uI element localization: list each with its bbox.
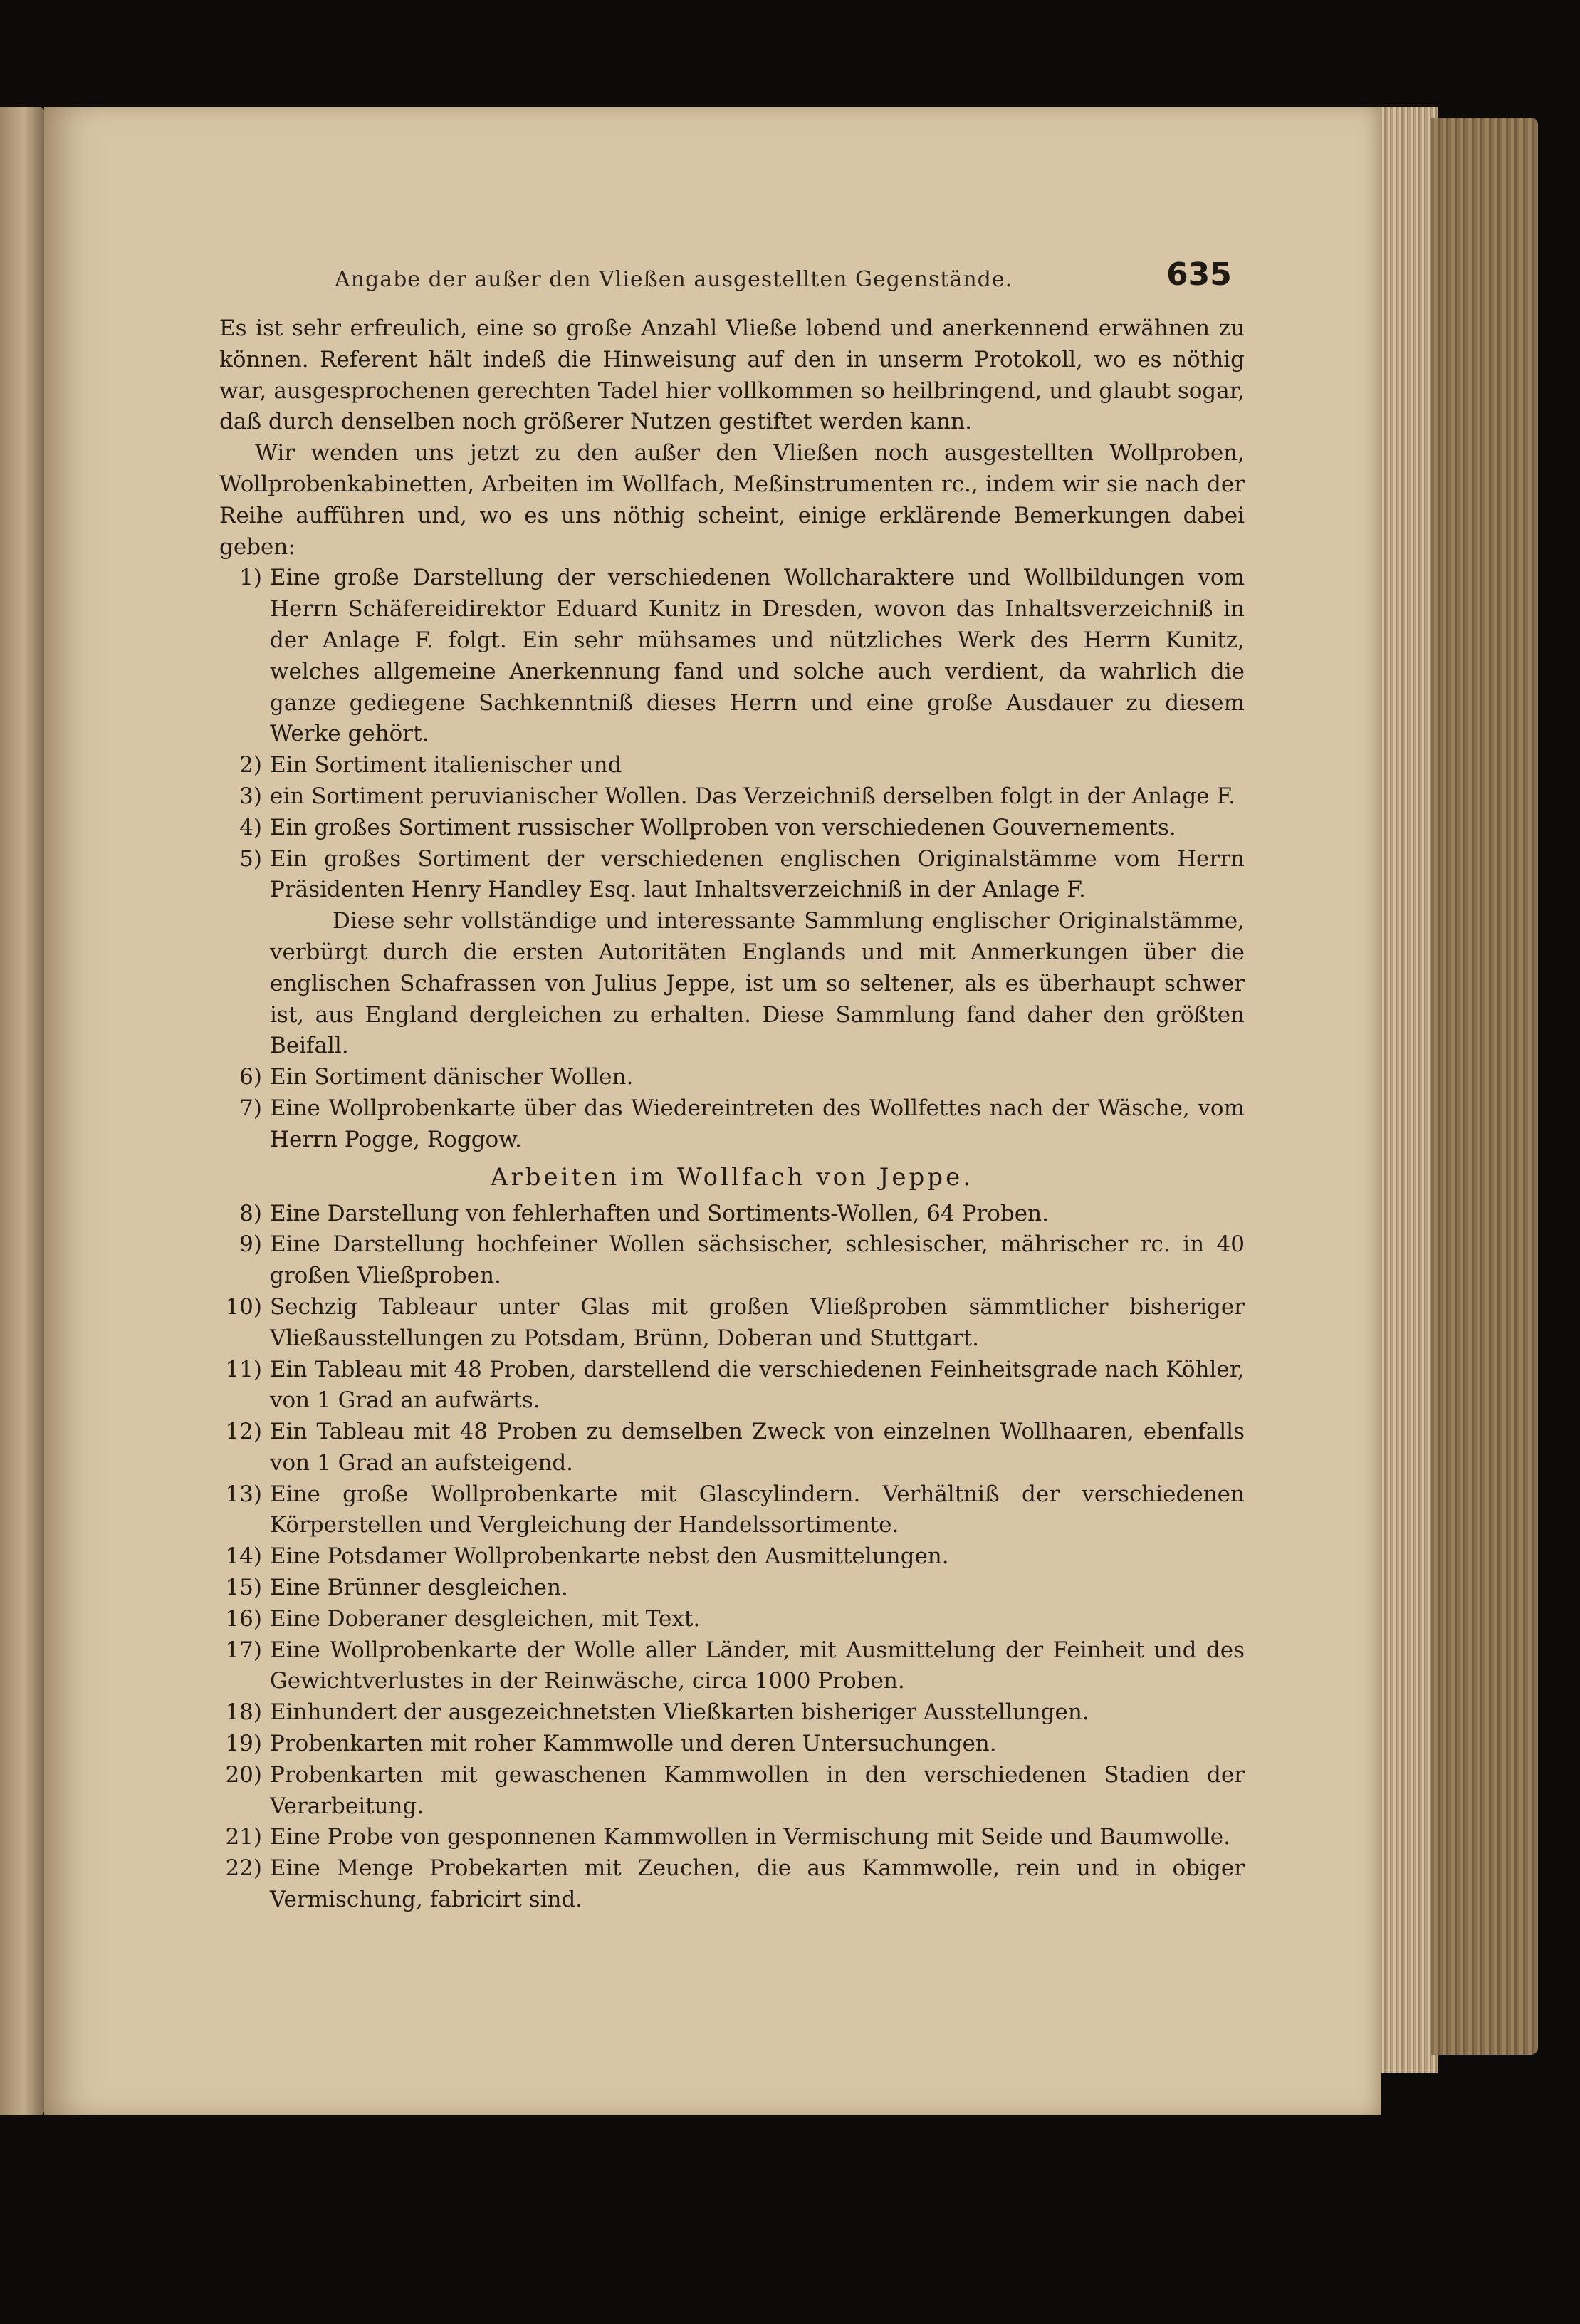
running-head: Angabe der außer den Vließen ausgestellten Gegenstände. (335, 267, 1013, 292)
list-item (219, 781, 1245, 813)
item-subparagraph: Diese sehr vollständige und interessante Sammlung englischer Originalstämme, verbürgt durch die ersten Autoritäten Englands und mit Anmerkungen über die englischen Schafrassen von Julius Jeppe, ist um so seltener, als es überhaupt schwer ist, aus England dergleichen zu erhalten. Diese Sammlung fand daher den größten Beifall. (270, 908, 1245, 1059)
intro-paragraph-1: Es ist sehr erfreulich, eine so große Anzahl Vließe lobend und anerkennend erwähnen zu können. Referent hält indeß die Hinweisung auf den in unserm Protokoll, wo es nöthig war, ausgesprochenen gerechten Tadel hier vollkommen so heilbringend, und glaubt sogar, daß durch denselben noch größerer Nutzen gestiftet werden kann. (219, 316, 1245, 435)
item-text: Ein großes Sortiment der verschiedenen englischen Originalstämme vom Herrn Präsidenten Henry Handley Esq. laut Inhaltsverzeichniß in der Anlage F. (270, 845, 1245, 903)
list-item (219, 1729, 1245, 1760)
item-number: 13) (225, 1481, 262, 1507)
list-item (219, 1355, 1245, 1417)
list-item (219, 1093, 1245, 1156)
item-number: 7) (239, 1095, 262, 1121)
item-number: 6) (239, 1064, 262, 1090)
text-body (219, 313, 1245, 1916)
item-text: Ein Tableau mit 48 Proben zu demselben Zweck von einzelnen Wollhaaren, ebenfalls von 1 Grad an aufsteigend. (270, 1419, 1245, 1476)
list-item (219, 1822, 1245, 1853)
item-number: 18) (225, 1699, 262, 1726)
list-item (219, 1604, 1245, 1635)
list-item (219, 1199, 1245, 1230)
item-number: 15) (225, 1575, 262, 1601)
item-text: Probenkarten mit roher Kammwolle und deren Untersuchungen. (270, 1731, 997, 1757)
item-number: 21) (225, 1824, 262, 1850)
list-item (219, 1853, 1245, 1916)
item-text: Eine Wollprobenkarte der Wolle aller Länder, mit Ausmittelung der Feinheit und des Gewichtverlustes in der Reinwäsche, circa 1000 Proben. (270, 1637, 1245, 1694)
list-item (219, 750, 1245, 781)
list-item (219, 1697, 1245, 1729)
list-item (219, 1062, 1245, 1093)
item-number: 5) (239, 845, 262, 872)
item-number: 8) (239, 1200, 262, 1226)
item-text: Ein großes Sortiment russischer Wollproben von verschiedenen Gouvernements. (270, 814, 1176, 840)
list-item (219, 844, 1245, 1063)
item-number: 9) (239, 1231, 262, 1258)
item-text: Eine Probe von gesponnenen Kammwollen in Vermischung mit Seide und Baumwolle. (270, 1824, 1230, 1850)
item-number: 14) (225, 1543, 262, 1570)
item-number: 12) (225, 1419, 262, 1445)
intro-paragraph-2: Wir wenden uns jetzt zu den außer den Vließen noch ausgestellten Wollproben, Wollprobenkabinetten, Arbeiten im Wollfach, Meßinstrumenten rc., indem wir sie nach der Reihe aufführen und, wo es uns nöthig scheint, einige erklärende Bemerkungen dabei geben: (219, 440, 1245, 560)
page-number: 635 (1166, 256, 1232, 293)
list-item (219, 1292, 1245, 1355)
item-text: Eine große Wollprobenkarte mit Glascylindern. Verhältniß der verschiedenen Körperstellen und Vergleichung der Handelssortimente. (270, 1481, 1245, 1538)
list-item (219, 813, 1245, 844)
item-text: Ein Sortiment dänischer Wollen. (270, 1064, 634, 1090)
list-item (219, 563, 1245, 750)
item-number: 17) (225, 1637, 262, 1663)
item-text: Eine Darstellung von fehlerhaften und Sortiments-Wollen, 64 Proben. (270, 1200, 1049, 1226)
item-text: Eine Potsdamer Wollprobenkarte nebst den Ausmittelungen. (270, 1543, 949, 1570)
item-number: 10) (225, 1293, 262, 1320)
list-item (219, 1635, 1245, 1698)
item-number: 16) (225, 1605, 262, 1632)
page-stack-edges (1374, 107, 1438, 2073)
item-number: 11) (225, 1356, 262, 1382)
section-heading: Arbeiten im Wollfach von Jeppe. (490, 1162, 974, 1192)
facing-page-edge (0, 107, 44, 2115)
list-item (219, 1417, 1245, 1479)
item-text: Probenkarten mit gewaschenen Kammwollen in den verschiedenen Stadien der Verarbeitung. (270, 1761, 1245, 1819)
item-text: Eine große Darstellung der verschiedenen Wollcharaktere und Wollbildungen vom Herrn Schäfereidirektor Eduard Kunitz in Dresden, wovon das Inhaltsverzeichniß in der Anlage F. folgt. Ein sehr mühsames und nützliches Werk des Herrn Kunitz, welches allgemeine Anerkennung fand und solche auch verdient, da wahrlich die ganze gediegene Sachkenntniß dieses Herrn und eine große Ausdauer zu diesem Werke gehört. (270, 565, 1245, 747)
item-number: 4) (239, 814, 262, 840)
item-text: Eine Darstellung hochfeiner Wollen sächsischer, schlesischer, mährischer rc. in 40 großen Vließproben. (270, 1231, 1245, 1289)
item-number: 20) (225, 1761, 262, 1788)
item-text: Ein Tableau mit 48 Proben, darstellend die verschiedenen Feinheitsgrade nach Köhler, von 1 Grad an aufwärts. (270, 1356, 1245, 1414)
list-item (219, 1760, 1245, 1823)
item-text: Sechzig Tableaur unter Glas mit großen Vließproben sämmtlicher bisheriger Vließausstellungen zu Potsdam, Brünn, Doberan und Stuttgart. (270, 1293, 1245, 1351)
item-number: 3) (239, 783, 262, 809)
item-number: 19) (225, 1731, 262, 1757)
list-item (219, 1541, 1245, 1573)
item-text: Eine Menge Probekarten mit Zeuchen, die aus Kammwolle, rein und in obiger Vermischung, fabricirt sind. (270, 1855, 1245, 1913)
item-text: Eine Wollprobenkarte über das Wiedereintreten des Wollfettes nach der Wäsche, vom Herrn Pogge, Roggow. (270, 1095, 1245, 1152)
list-item (219, 1479, 1245, 1542)
item-number: 1) (239, 565, 262, 591)
item-number: 22) (225, 1855, 262, 1882)
list-item (219, 1229, 1245, 1292)
item-text: Eine Brünner desgleichen. (270, 1575, 568, 1601)
item-text: Eine Doberaner desgleichen, mit Text. (270, 1605, 701, 1632)
item-text: Einhundert der ausgezeichnetsten Vließkarten bisheriger Ausstellungen. (270, 1699, 1089, 1726)
list-item (219, 1573, 1245, 1604)
book-cover-edge (1431, 118, 1538, 2055)
item-text: Ein Sortiment italienischer und (270, 752, 622, 778)
item-number: 2) (239, 752, 262, 778)
item-text: ein Sortiment peruvianischer Wollen. Das Verzeichniß derselben folgt in der Anlage F. (270, 783, 1235, 809)
